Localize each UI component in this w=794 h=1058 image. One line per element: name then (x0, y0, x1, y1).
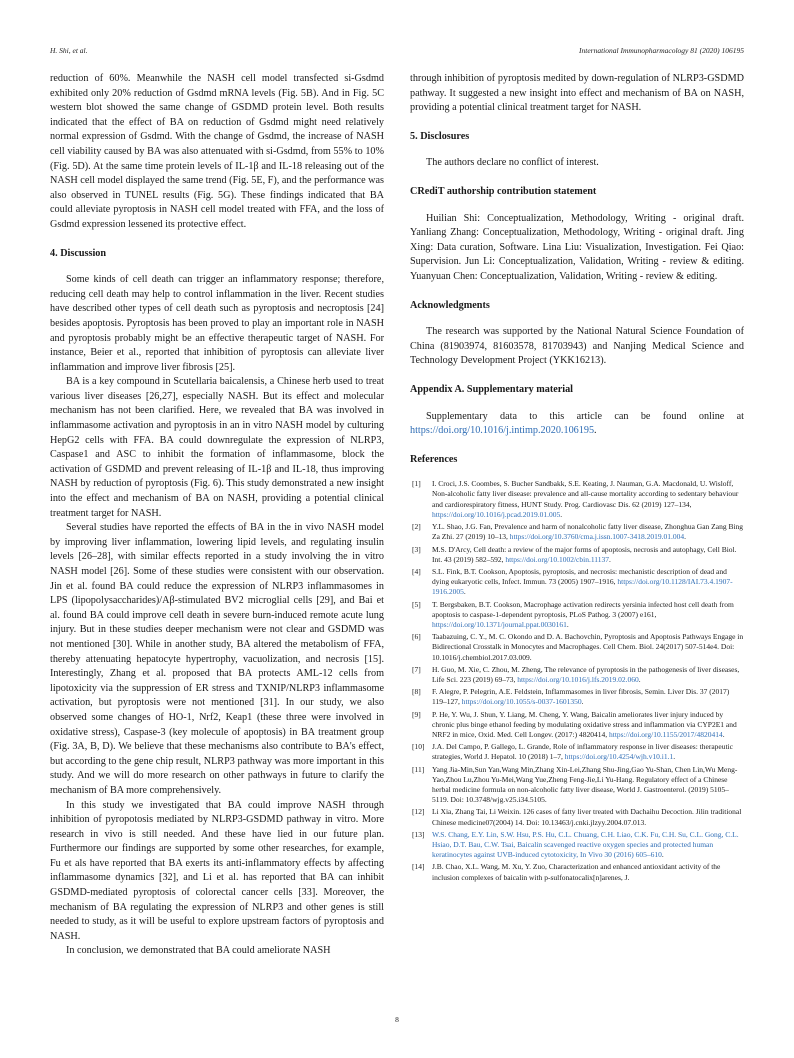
reference-text: J.B. Chao, X.L. Wang, M. Xu, Y. Zuo, Characterization and enhanced antioxidant activity of the inclusion complexes of baicalin with p-sulfonatocalix[n]arenes, J. (432, 862, 721, 882)
reference-doi-link[interactable]: https://doi.org/10.1128/IAI.73.4.1907-1916.2005 (432, 577, 733, 597)
section-heading-references: References (410, 453, 458, 465)
credit-statement: Huilian Shi: Conceptualization, Methodology, Writing - original draft. Yanliang Zhang: Conceptualization, Methodology, Writing - original draft. Jing Xing: Data curation, Software. Lina Liu: Visualization, Investigation. Fei Qiao: Supervision. Jun Li: Conceptualization, Validation, Writing - review & editing. Yuanyuan Chen: Conceptualization, Validation, Writing - review & editing. (410, 212, 744, 282)
reference-item (410, 600, 744, 631)
reference-number: [3] (412, 544, 421, 554)
reference-doi-link[interactable]: https://doi.org/10.1155/2017/4820414 (609, 729, 723, 739)
section-heading-disclosures: 5. Disclosures (410, 130, 470, 142)
conclusion-paragraph-end: through inhibition of pyroptosis medited by down-regulation of NLRP3-GSDMD pathway. It suggested a new insight into effect and mechanism of BA on NASH, providing a potential clinical treatment target for NASH. (410, 73, 744, 114)
reference-text: Yang Jia-Min,Sun Yan,Wang Min,Zhang Xin-Lei,Zhang Shu-Jing,Gao Yu-Shan, Chen Lin,Wu Meng-Yao,Zhou Lu,Zhou Yu-Mei,Wang Yue,Zheng Feng-Jie,Li Yu-Hang. Regulatory effect of a Chinese herbal medicine formula on non-alcoholic fatty liver disease, World J. Gastroenterol. (2019) 5105–5119. Doi: 10.3748/wjg.v25.i34.5105. (432, 764, 738, 805)
appendix-text-end: . (594, 425, 597, 437)
conclusion-paragraph-start: In conclusion, we demonstrated that BA could ameliorate NASH (66, 945, 331, 957)
reference-item (410, 742, 744, 762)
reference-doi-link[interactable]: https://doi.org/10.1016/j.lfs.2019.02.060 (517, 674, 639, 684)
reference-number: [1] (412, 479, 421, 489)
reference-number: [5] (412, 599, 421, 609)
reference-doi-link[interactable]: https://doi.org/10.1371/journal.ppat.0030161 (432, 619, 567, 629)
reference-text: Li Xia, Zhang Tai, Li Weixin. 126 cases of fatty liver treated with Dachaihu Decoction. Jilin traditional Chinese medicine07(2004) 14. Doi: 10.13463/j.cnki.jlzyy.2004.07.013. (432, 807, 742, 827)
right-column (410, 72, 744, 885)
reference-doi-link[interactable]: https://doi.org/10.1002/cbin.11137 (505, 554, 610, 564)
reference-text: F. Alegre, P. Pelegrin, A.E. Feldstein, Inflammasomes in liver fibrosis, Semin. Liver Dis. 37 (2017) 119–127, (432, 687, 730, 707)
reference-end: . (609, 554, 611, 564)
reference-number: [8] (412, 687, 421, 697)
appendix-doi-link[interactable]: https://doi.org/10.1016/j.intimp.2020.106195 (410, 425, 595, 437)
section-heading-credit: CRediT authorship contribution statement (410, 185, 597, 197)
reference-item (410, 665, 744, 685)
reference-end: . (566, 619, 569, 629)
reference-text: T. Bergsbaken, B.T. Cookson, Macrophage activation redirects yersinia infected host cell death from apoptosis to caspase-1-dependent pyroptosis, PLoS Pathog. 3 (2007) e161, (432, 599, 734, 619)
reference-text: I. Croci, J.S. Coombes, S. Bucher Sandbakk, S.E. Keating, J. Nauman, G.A. Macdonald, U. Wisloff, Non-alcoholic fatty liver disease: prevalence and all-cause mortality according to sedentary behaviour and cardiorespiratory fitness, HUNT Study. Prog. Cardiovasc Dis. 62 (2019) 127–134, (432, 479, 739, 509)
reference-text: Taabazuing, C. Y., M. C. Okondo and D. A. Bachovchin, Pyroptosis and Apoptosis Pathways Engage in Bidirectional Crosstalk in Monocytes and Macrophages. Cell Chem. Biol. 24(2017) 507-514e4. Doi: 10.1016/j.chembiol.2017.03.009. (432, 632, 744, 662)
reference-text: S.L. Fink, B.T. Cookson, Apoptosis, pyroptosis, and necrosis: mechanistic description of dead and dying eukaryotic cells, Infect. Immun. 73 (2005) 1907–1916, (432, 566, 727, 587)
reference-number: [14] (412, 862, 425, 872)
reference-number: [7] (412, 664, 421, 674)
reference-number: [11] (412, 764, 425, 774)
reference-doi-link[interactable]: https://doi.org/10.3760/cma.j.issn.1007-3418.2019.01.004 (509, 532, 685, 542)
reference-item (410, 830, 744, 861)
reference-number: [10] (412, 742, 425, 752)
reference-item (410, 687, 744, 707)
reference-end: . (463, 587, 466, 597)
reference-number: [12] (412, 807, 425, 817)
reference-doi-link[interactable]: https://doi.org/10.4254/wjh.v10.i1.1 (564, 752, 674, 762)
disclosure-statement: The authors declare no conflict of interest. (426, 157, 599, 169)
discussion-paragraph-1: Some kinds of cell death can trigger an inflammatory response; therefore, reducing cell death may help to control inflammation in the liver. Recent studies have described other types of cell death such as pyroptosis and necroptosis [24] besides apoptosis. Pyroptosis has been proved to play an important role in NASH and pyroptosis probably might be an effective therapeutic target of NASH. For instance, Beier et al., reported that inhibition of pyroptosis can alleviate liver inflammation and improve liver fibrosis [25]. (50, 274, 384, 373)
reference-text: M.S. D'Arcy, Cell death: a review of the major forms of apoptosis, necrosis and autophagy, Cell Biol. Int. 43 (2019) 582–592, (432, 544, 737, 564)
reference-list (410, 479, 744, 883)
reference-number: [9] (412, 709, 421, 719)
reference-end: . (638, 674, 641, 684)
reference-end: . (560, 509, 563, 519)
reference-number: [4] (412, 566, 421, 576)
running-header-journal: International Immunopharmacology 81 (2020) 106195 (579, 46, 744, 55)
reference-item (410, 567, 744, 598)
discussion-paragraph-2: BA is a key compound in Scutellaria baicalensis, a Chinese herb used to treat various liver diseases [26,27], especially NASH. But its effect and molecular mechanism has not been clarified. Here, we revealed that BA was involved in inflammasome activation and pyroptosis in an in vitro NASH model by culturing HepG2 cells with FFA. BA could downregulate the expression of NLRP3, Caspase1 and ASC to inhibit the formation of inflammasome, block the activation of GSDMD and prevent releasing of IL-1β and IL-18, thus improving NASH by reduction of pyroptosis (Fig. 6). This study demonstrated a new insight into the effect and mechanism of BA on NASH, providing a potential clinical treatment target for NASH. (50, 376, 384, 519)
page-number: 8 (395, 1015, 399, 1024)
left-column (50, 72, 384, 959)
reference-number: [13] (412, 829, 425, 839)
discussion-paragraph-4: In this study we investigated that BA could improve NASH through inhibition of pyropotosis mediated by NLRP3-GSDMD pathway in vitro. More research in vivo is still needed. And these have lied in our future plan. Furthermore our findings are supported by some other researches, for example, Fu et als have reported that BA exerts its anti-inflammatory effects by affecting inflammasome dynamics [32], and Li et al. has reported that BA can inhibit GSDMD-mediated pyroptosis of colorectal cancer cells [33]. Moreover, the mechanism of BA regulating the expression of NLRP3 and other genes is still needed to study, as it will be useful to explore upstream factors of pyroptosis and NASH. (50, 799, 384, 942)
appendix-text (410, 410, 744, 439)
reference-text: H. Guo, M. Xie, C. Zhou, M. Zheng, The relevance of pyroptosis in the pathogenesis of liver diseases, Life Sci. 223 (2019) 69–73, (432, 664, 740, 684)
reference-item (410, 632, 744, 663)
results-paragraph-end: reduction of 60%. Meanwhile the NASH cell model transfected si-Gsdmd exhibited only 20% reduction of Gsdmd mRNA levels (Fig. 5B). And in Fig. 5C western blot showed the same change of GSDMD protein level. Both results indicated that the effect of BA on reduction of Gsdmd might need relatively normal expression of Gsdmd. With the change of Gsdmd, the increase of NASH cell viability caused by BA was also attenuated with si-Gsdmd, from 55% to 10% (Fig. 5D). At the same time protein levels of IL-1β and IL-18 releasing out of the NASH cell model displayed the same trend (Fig. 5E, F), and the performance was also observed in TUNEL results (Fig. 5G). These findings indicated that BA could alleviate pyroptosis in NASH cell model treated with FFA, and the loss of Gsdmd expression lessened its protective effect. (50, 73, 384, 230)
section-heading-discussion: 4. Discussion (50, 247, 107, 259)
reference-end: . (722, 729, 725, 739)
reference-item (410, 807, 744, 827)
reference-item (410, 479, 744, 520)
reference-item (410, 545, 744, 565)
reference-item (410, 862, 744, 882)
reference-end: . (581, 697, 584, 707)
reference-doi-link[interactable]: https://doi.org/10.1016/j.pcad.2019.01.005 (432, 509, 561, 519)
reference-text: P. He, Y. Wu, J. Shun, Y. Liang, M. Cheng, Y. Wang, Baicalin ameliorates liver injury induced by chronic plus binge ethanol feeding by modulating oxidative stress and inflammation via CYP2E1 and NRF2 in mice, Oxid. Med. Cell Longev. (2017:) 4820414, (432, 709, 737, 739)
reference-item (410, 765, 744, 806)
section-heading-acknowledgments: Acknowledgments (410, 299, 490, 311)
reference-text: Y.L. Shao, J.G. Fan, Prevalence and harm of nonalcoholic fatty liver disease, Zhonghua Gan Zang Bing Za Zhi. 27 (2019) 10–13, (432, 522, 744, 542)
reference-number: [2] (412, 522, 421, 532)
reference-text: J.A. Del Campo, P. Gallego, L. Grande, Role of inflammatory response in liver diseases: therapeutic strategies, World J. Hepatol. 10 (2018) 1–7, (432, 742, 733, 762)
reference-number: [6] (412, 632, 421, 642)
reference-item (410, 522, 744, 542)
section-heading-appendix: Appendix A. Supplementary material (410, 383, 574, 395)
reference-end: . (673, 752, 676, 762)
reference-end: . (661, 850, 664, 860)
running-header-authors: H. Shi, et al. (50, 46, 88, 55)
reference-item (410, 710, 744, 741)
reference-doi-link[interactable]: W.S. Chang, E.Y. Lin, S.W. Hsu, P.S. Hu, C.L. Chuang, C.H. Liao, C.K. Fu, C.H. Su, C.L. Gong, C.L. Hsiao, D.T. Bau, C.W. Tsai, Baicalin scavenged reactive oxygen species and protected human keratinocytes against UVB-induced cytotoxicity, In Vivo 30 (2016) 605–610 (432, 829, 739, 860)
acknowledgments-text: The research was supported by the National Natural Science Foundation of China (81903974, 81603578, 81703943) and Nanjing Medical Science and Technology Development Project (YKK16213). (410, 326, 744, 367)
reference-doi-link[interactable]: https://doi.org/10.1055/s-0037-1601350 (461, 697, 582, 707)
reference-end: . (684, 532, 687, 542)
appendix-text-lead: Supplementary data to this article can be found online at (426, 410, 744, 422)
discussion-paragraph-3: Several studies have reported the effects of BA in the in vivo NASH model by improving liver inflammation, lowering lipid levels, and regulating insulin levels [26–28], with similar effects reported in a study involving the in vitro NASH model [26]. Some of these studies were consistent with our observation. Jin et al. found BA could reduce the expression of NLRP3 inflammasomes in LPS (lipopolysaccharides)/Aβ-stimulated BV2 microglial cells [29], and Bai et al. found BA could improve cell death in severe burn-induced remote acute lung injury. But in these studies deeper mechanism were not clear and GSDMD was not mentioned [30]. While in another study, BA altered the metabolism of FFA, thereby attenuating hepatocyte hypertrophy, vacuolization, and necrosis [15]. Interestingly, Zhang et al. proposed that BA protects AML-12 cells from lipotoxicity via the suppression of ER stress and TXNIP/NLRP3 inflammasome activation, but pyroptosis were not mentioned [31]. In our study, we also observed some changes of HO-1, Nrf2, Keap1 (these three were involved in oxidative stress), Caspase-3 (key molecule of apoptosis) in BA treatment group (Fig. 3A, B, D). We believe that these mechanisms also contribute to BA's effect, but according to the gene chip result, NLRP3 pathway was more important in this study. And we will do more research on other pathways in future to clarify the mechanism of BA more comprehensively. (50, 522, 384, 796)
